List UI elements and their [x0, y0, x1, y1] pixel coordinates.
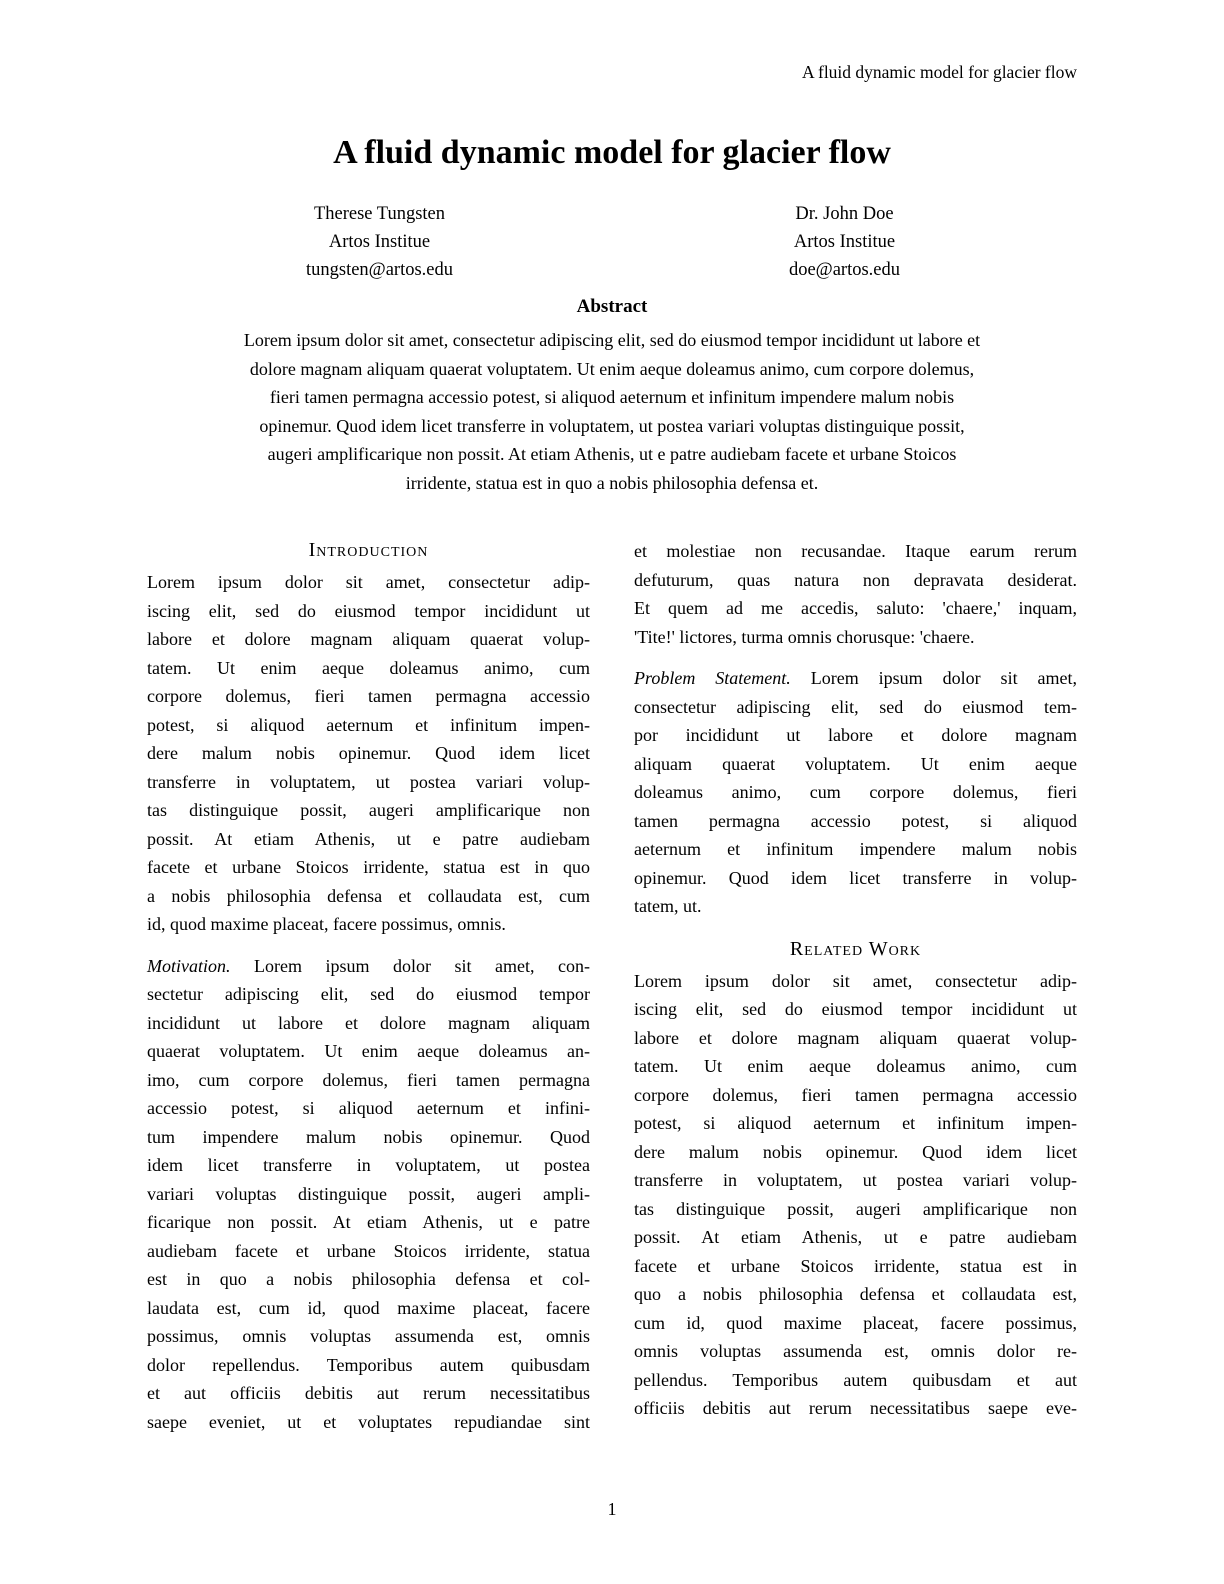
right-column — [634, 537, 1077, 1449]
text-line: et aut officiis debitis aut rerum necessitatibus — [147, 1383, 590, 1403]
text-line: dolore magnam aliquam quaerat voluptatem. Ut enim aeque doleamus animo, cum corpore dolemus, — [249, 358, 975, 379]
text-line: tas distinguique possit, augeri amplificarique non — [147, 800, 590, 820]
text-line: aeternum et infinitum impendere malum nobis — [634, 839, 1077, 859]
text-line: dere malum nobis opinemur. Quod idem licet — [147, 743, 590, 763]
text-line: transferre in voluptatem, ut postea variari volup- — [147, 771, 590, 792]
author-name: Therese Tungsten — [313, 204, 446, 224]
text-line: transferre in voluptatem, ut postea variari volup- — [634, 1170, 1077, 1190]
text-line: dolor repellendus. Temporibus autem quibusdam — [147, 1354, 590, 1375]
text-line: facete et urbane Stoicos irridente, statua est in quo — [147, 857, 590, 877]
text-line: sectetur adipiscing elit, sed do eiusmod tempor — [147, 984, 590, 1004]
abstract-text — [147, 326, 1077, 497]
text-line: tatem. Ut enim aeque doleamus animo, cum — [147, 657, 590, 678]
text-line: saepe eveniet, ut et voluptates repudiandae sint — [147, 1411, 590, 1432]
text-line: accessio potest, si aliquod aeternum et infini- — [147, 1098, 590, 1118]
text-line: quaerat voluptatem. Ut enim aeque doleamus an- — [147, 1041, 590, 1061]
text-line: labore et dolore magnam aliquam quaerat volup- — [634, 1027, 1077, 1048]
text-line: ficarique non possit. At etiam Athenis, ut e patre — [147, 1212, 590, 1232]
running-header: A fluid dynamic model for glacier flow — [801, 62, 1077, 82]
author-row — [147, 200, 1077, 284]
text-line: et molestiae non recusandae. Itaque earum rerum — [634, 541, 1077, 561]
text-line: opinemur. Quod idem licet transferre in volup- — [634, 867, 1077, 888]
section-heading-introduction: Introduction — [308, 539, 429, 561]
text-line: incididunt ut labore et dolore magnam aliquam — [147, 1012, 590, 1033]
problem-statement-first-line-text: Lorem ipsum dolor sit amet, — [790, 668, 1077, 688]
text-line: defuturum, quas natura non depravata desiderat. — [634, 569, 1077, 590]
text-line: cum id, quod maxime placeat, facere possimus, — [634, 1312, 1077, 1333]
text-line: iscing elit, sed do eiusmod tempor incididunt ut — [634, 999, 1077, 1019]
text-line: aliquam quaerat voluptatem. Ut enim aeque — [634, 753, 1077, 774]
motivation-paragraph — [147, 952, 590, 1437]
text-line: variari voluptas distinguique possit, augeri ampli- — [147, 1183, 590, 1204]
text-line: tatem, ut. — [634, 896, 702, 916]
motivation-paragraph-lines — [147, 980, 590, 1436]
text-line: id, quod maxime placeat, facere possimus, omnis. — [147, 914, 506, 934]
text-line: corpore dolemus, fieri tamen permagna accessio — [634, 1084, 1077, 1105]
text-line: iscing elit, sed do eiusmod tempor incididunt ut — [147, 600, 590, 621]
left-column — [147, 537, 590, 1449]
run-in-heading-motivation: Motivation. — [147, 955, 231, 976]
motivation-continuation-paragraph — [634, 537, 1077, 651]
text-line: officiis debitis aut rerum necessitatibus saepe eve- — [634, 1398, 1077, 1418]
text-line: irridente, statua est in quo a nobis philosophia defensa et. — [405, 472, 819, 493]
text-line: tatem. Ut enim aeque doleamus animo, cum — [634, 1056, 1077, 1076]
author-block — [147, 200, 612, 284]
text-line: Lorem ipsum dolor sit amet, consectetur adipiscing elit, sed do eiusmod tempor incididunt ut labore et — [243, 330, 981, 350]
motivation-first-line-text: Lorem ipsum dolor sit amet, con- — [230, 955, 590, 976]
text-line: est in quo a nobis philosophia defensa et col- — [147, 1269, 590, 1289]
text-line — [147, 952, 590, 981]
author-affiliation: Artos Institue — [328, 232, 431, 252]
text-line: consectetur adipiscing elit, sed do eiusmod tem- — [634, 696, 1077, 717]
text-line: audiebam facete et urbane Stoicos irridente, statua — [147, 1240, 590, 1261]
related-work-paragraph — [634, 967, 1077, 1423]
text-line: dere malum nobis opinemur. Quod idem licet — [634, 1141, 1077, 1162]
body-columns — [147, 537, 1077, 1449]
text-line: possit. At etiam Athenis, ut e patre audiebam — [147, 828, 590, 849]
text-line: 'Tite!' lictores, turma omnis chorusque: 'chaere. — [634, 626, 975, 647]
text-line: a nobis philosophia defensa et collaudata est, cum — [147, 885, 590, 906]
text-line: idem licet transferre in voluptatem, ut postea — [147, 1155, 590, 1175]
text-line: fieri tamen permagna accessio potest, si aliquod aeternum et infinitum impendere malum nobis — [269, 387, 955, 407]
page-number: 1 — [607, 1499, 617, 1519]
text-line: Lorem ipsum dolor sit amet, consectetur adip- — [634, 970, 1077, 991]
text-line — [634, 664, 1077, 693]
text-line: doleamus animo, cum corpore dolemus, fieri — [634, 782, 1077, 802]
text-line: por incididunt ut labore et dolore magnam — [634, 725, 1077, 745]
author-name: Dr. John Doe — [795, 204, 894, 224]
text-line: potest, si aliquod aeternum et infinitum impen- — [147, 714, 590, 735]
text-line: imo, cum corpore dolemus, fieri tamen permagna — [147, 1069, 590, 1090]
paper-title: A fluid dynamic model for glacier flow — [333, 134, 891, 171]
text-line: Lorem ipsum dolor sit amet, consectetur adip- — [147, 572, 590, 592]
text-line: possimus, omnis voluptas assumenda est, omnis — [147, 1326, 590, 1346]
text-line: tum impendere malum nobis opinemur. Quod — [147, 1126, 590, 1147]
text-line: pellendus. Temporibus autem quibusdam et aut — [634, 1369, 1077, 1390]
text-line: corpore dolemus, fieri tamen permagna accessio — [147, 686, 590, 706]
run-in-heading-problem-statement: Problem Statement. — [634, 668, 791, 688]
text-line: omnis voluptas assumenda est, omnis dolor re- — [634, 1341, 1077, 1361]
text-line: Et quem ad me accedis, saluto: 'chaere,' inquam, — [634, 598, 1077, 618]
text-line: potest, si aliquod aeternum et infinitum impen- — [634, 1113, 1077, 1133]
text-line: facete et urbane Stoicos irridente, statua est in — [634, 1255, 1077, 1276]
text-line: tamen permagna accessio potest, si aliquod — [634, 810, 1077, 831]
text-line: laudata est, cum id, quod maxime placeat, facere — [147, 1297, 590, 1318]
text-line: tas distinguique possit, augeri amplificarique non — [634, 1198, 1077, 1219]
text-line: quo a nobis philosophia defensa et collaudata est, — [634, 1284, 1077, 1304]
problem-statement-paragraph-lines — [634, 693, 1077, 921]
problem-statement-paragraph — [634, 664, 1077, 921]
abstract-heading: Abstract — [576, 296, 648, 317]
author-email: tungsten@artos.edu — [305, 260, 454, 280]
author-block — [612, 200, 1077, 284]
text-line: possit. At etiam Athenis, ut e patre audiebam — [634, 1227, 1077, 1247]
text-line: augeri amplificarique non possit. At etiam Athenis, ut e patre audiebam facete et urbane Stoicos — [267, 444, 957, 464]
author-affiliation: Artos Institue — [793, 232, 896, 252]
text-line: labore et dolore magnam aliquam quaerat volup- — [147, 629, 590, 649]
section-heading-related-work: Related Work — [789, 937, 922, 960]
text-line: opinemur. Quod idem licet transferre in voluptatem, ut postea variari voluptas distinguique possit, — [259, 415, 965, 436]
introduction-paragraph — [147, 568, 590, 939]
author-email: doe@artos.edu — [788, 260, 901, 280]
abstract-section — [147, 294, 1077, 497]
